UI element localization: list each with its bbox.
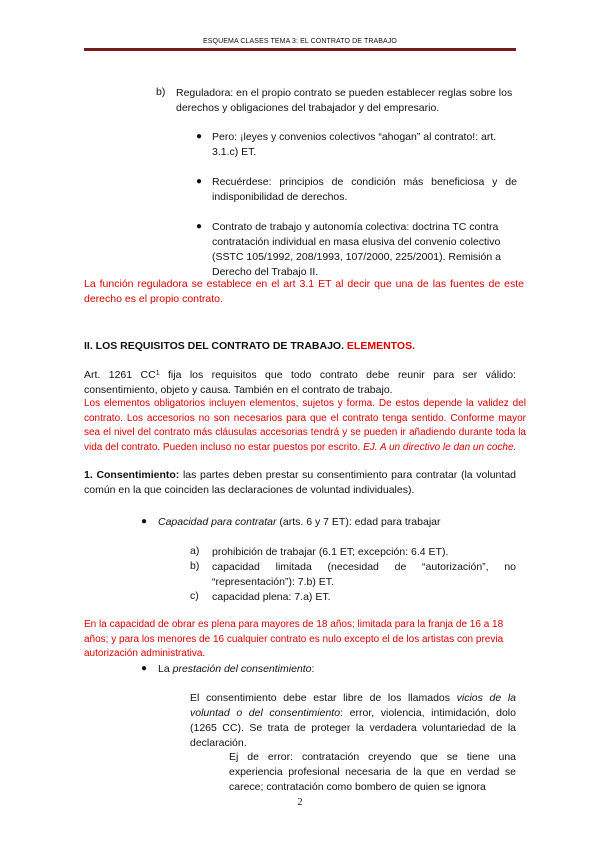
bullet-icon: ● bbox=[196, 176, 203, 187]
header-rule bbox=[84, 48, 516, 51]
intro-b: fija los requisitos que todo contrato debe reunir para ser válido: consentimiento, objeto y causa. También en el contrato de trabajo. bbox=[84, 369, 516, 396]
bullet-icon: ● bbox=[196, 221, 203, 232]
vicios-paragraph bbox=[190, 691, 516, 751]
note-elementos-italic: EJ. A un directivo le dan un coche. bbox=[363, 441, 517, 453]
section-title bbox=[84, 339, 524, 354]
bullet-pero: Pero: ¡leyes y convenios colectivos “ahogan” al contrato!: art. 3.1.c) ET. bbox=[212, 131, 497, 158]
item-b-text: capacidad limitada (necesidad de “autorización”, no “representación”): 7.b) ET. bbox=[212, 561, 516, 588]
consentimiento-number: 1. bbox=[84, 469, 93, 481]
page-number: 2 bbox=[297, 797, 303, 808]
note-reguladora: La función reguladora se establece en el art 3.1 ET al decir que una de las fuentes de este derecho es el propio contrato. bbox=[84, 278, 524, 305]
intro-a: Art. 1261 CC bbox=[84, 369, 156, 381]
prestacion-post: : bbox=[311, 663, 315, 675]
consentimiento-text: las partes deben prestar su consentimiento para contratar (la voluntad común en la que coinciden las declaraciones de voluntad individuales). bbox=[84, 469, 516, 496]
consentimiento-label-text: Consentimiento: bbox=[96, 469, 180, 481]
footnote-marker[interactable]: 1 bbox=[155, 370, 160, 377]
prestacion-line bbox=[158, 662, 518, 677]
item-c-text: capacidad plena: 7.a) ET. bbox=[212, 591, 331, 603]
note-elementos-normal: Los elementos obligatorios incluyen elementos, sujetos y forma. De estos depende la validez del contrato. Los accesorios no son necesarios para que el contrato tenga sentido. Conforme mayor sea el nivel del contrato más cláusulas accesorias tendrá y se pueden ir añadiendo durante toda la vida del contrato. Pueden incluso no estar puestos por escrito. bbox=[84, 398, 526, 453]
ejemplo-error: Ej de error: contratación creyendo que se tiene una experiencia profesional necesaria de la que en verdad se carece; contratación como bombero de quien se ignora bbox=[229, 751, 516, 793]
libre-b: : error, violencia, intimidación, dolo (1265 CC). Se trata de proteger la verdadera voluntariedad de la declaración. bbox=[190, 707, 516, 749]
consentimiento-label bbox=[84, 469, 179, 481]
prestacion-pre: La bbox=[158, 663, 173, 675]
bullet-icon: ● bbox=[196, 131, 203, 142]
list-marker-b: b) bbox=[156, 86, 166, 98]
list-marker-c: c) bbox=[190, 590, 199, 602]
prestacion-italic: prestación del consentimiento bbox=[172, 663, 312, 675]
list-marker-a: a) bbox=[190, 545, 200, 557]
libre-italic: vicios de la voluntad o del consentimiento bbox=[190, 692, 516, 719]
bullet-icon: ● bbox=[141, 516, 148, 527]
note-elementos bbox=[84, 397, 526, 455]
section-title-black: II. LOS REQUISITOS DEL CONTRATO DE TRABAJO. bbox=[84, 340, 344, 352]
intro-paragraph bbox=[84, 368, 516, 398]
libre-a: El consentimiento debe estar libre de los llamados bbox=[190, 692, 457, 704]
capacidad-line bbox=[158, 515, 518, 530]
capacidad-rest: (arts. 6 y 7 ET): edad para trabajar bbox=[276, 516, 441, 528]
capacidad-italic: Capacidad para contratar bbox=[158, 516, 277, 528]
bullet-icon: ● bbox=[141, 663, 148, 674]
list-marker-b2: b) bbox=[190, 560, 200, 572]
consentimiento-paragraph bbox=[84, 468, 516, 498]
item-a-text: prohibición de trabajar (6.1 ET; excepción: 6.4 ET). bbox=[212, 546, 449, 558]
bullet-recuerdese: Recuérdese: principios de condición más beneficiosa y de indisponibilidad de derechos. bbox=[212, 176, 517, 203]
note-capacidad: En la capacidad de obrar es plena para mayores de 18 años; limitada para la franja de 16 a 18 años; y para los menores de 16 cualquier contrato es nulo excepto el de los artistas con previa autorización administrativa. bbox=[84, 619, 504, 659]
running-header: ESQUEMA CLASES TEMA 3: EL CONTRATO DE TRABAJO bbox=[203, 38, 397, 45]
reguladora-text: Reguladora: en el propio contrato se pueden establecer reglas sobre los derechos y obligaciones del trabajador y del empresario. bbox=[176, 87, 513, 114]
section-title-red: ELEMENTOS. bbox=[346, 340, 415, 352]
bullet-autonomia: Contrato de trabajo y autonomía colectiva: doctrina TC contra contratación individual en masa elusiva del convenio colectivo (SSTC 105/1992, 208/1993, 107/2000, 225/2001). Remisión a Derecho del Trabajo II. bbox=[212, 221, 501, 278]
